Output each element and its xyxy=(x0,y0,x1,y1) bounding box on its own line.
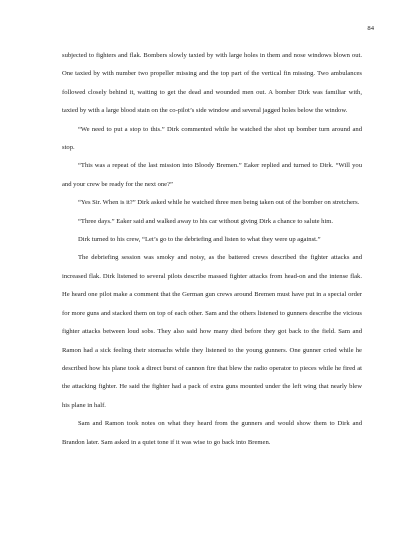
paragraph: subjected to fighters and flak. Bombers slowly taxied by with large holes in them and nose windows blown out. One taxied by with number two propeller missing and the top part of the vertical fin missing. Two ambulances followed closely behind it, waiting to get the dead and wounded men out. A bomber Dirk was familiar with, taxied by with a large blood stain on the co-pilot’s side window and several jagged holes below the window. xyxy=(62,52,362,115)
paragraph: “Yes Sir. When is it?” Dirk asked while he watched three men being taken out of the bomber on stretchers. xyxy=(78,199,360,207)
body-text xyxy=(62,47,362,452)
paragraph: “We need to put a stop to this.” Dirk commented while he watched the shot up bomber turn around and stop. xyxy=(62,125,362,152)
paragraph: The debriefing session was smoky and noisy, as the battered crews described the fighter attacks and increased flak. Dirk listened to several pilots describe massed fighter attacks from head-on and the intense flak. He heard one pilot make a comment that the German gun crews around Bremen must have put in a special order for more guns and stacked them on top of each other. Sam and the others listened to gunners describe the vicious fighter attacks between loud sobs. They also said how many died before they got back to the field. Sam and Ramon had a sick feeling their stomachs while they listened to the young gunners. One gunner cried while he described how his plane took a direct burst of cannon fire that blew the radio operator to pieces while he fired at the attacking fighter. He said the fighter had a pack of extra guns mounted under the left wing that nearly blew his plane in half. xyxy=(62,254,362,409)
paragraph: “Three days.” Eaker said and walked away to his car without giving Dirk a chance to salute him. xyxy=(78,217,334,225)
paragraph: Sam and Ramon took notes on what they heard from the gunners and would show them to Dirk and Brandon later. Sam asked in a quiet tone if it was wise to go back into Bremen. xyxy=(62,420,362,446)
paragraph: “This was a repeat of the last mission into Bloody Bremen.” Eaker replied and turned to Dirk. “Will you and your crew be ready for the next one?” xyxy=(62,162,362,188)
page-number: 84 xyxy=(367,25,374,32)
paragraph: Dirk turned to his crew, “Let’s go to the debriefing and listen to what they were up against.” xyxy=(78,236,321,244)
